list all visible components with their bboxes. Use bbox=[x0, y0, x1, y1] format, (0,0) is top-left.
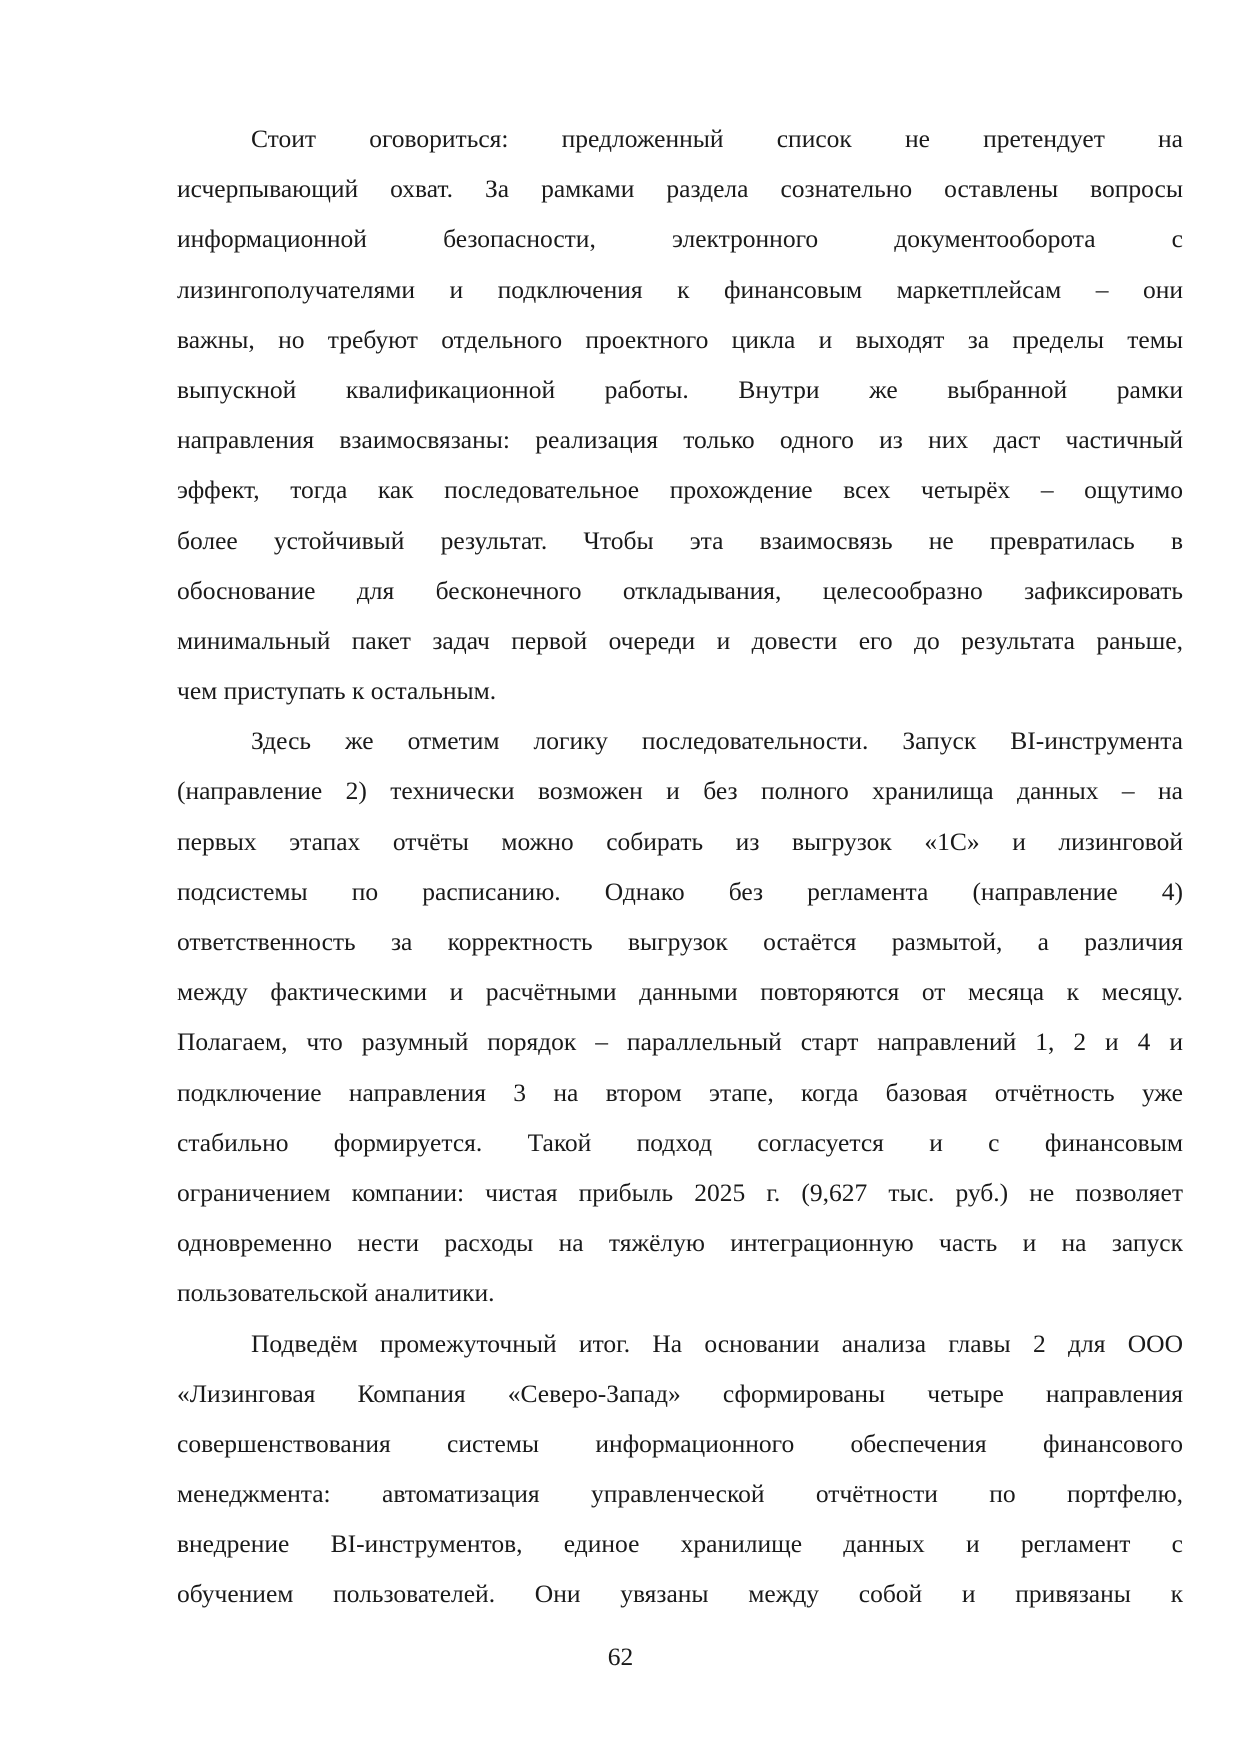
text-line: менеджмента: автоматизация управленческой отчётности по портфелю, bbox=[177, 1479, 1183, 1509]
paragraph-2 bbox=[177, 716, 1183, 1318]
text-line: Полагаем, что разумный порядок – параллельный старт направлений 1, 2 и 4 и bbox=[177, 1027, 1183, 1057]
document-page bbox=[177, 114, 1183, 1620]
text-line: обучением пользователей. Они увязаны между собой и привязаны к bbox=[177, 1579, 1183, 1609]
text-line: эффект, тогда как последовательное прохождение всех четырёх – ощутимо bbox=[177, 475, 1183, 505]
text-line: внедрение BI-инструментов, единое хранилище данных и регламент с bbox=[177, 1529, 1183, 1559]
text-line: пользовательской аналитики. bbox=[177, 1278, 495, 1308]
text-line: стабильно формируется. Такой подход согласуется и с финансовым bbox=[177, 1127, 1183, 1157]
text-line: подключение направления 3 на втором этапе, когда базовая отчётность уже bbox=[177, 1077, 1183, 1107]
text-line: ответственность за корректность выгрузок остаётся размытой, а различия bbox=[177, 927, 1183, 956]
text-line: Стоит оговориться: предложенный список не претендует на bbox=[251, 124, 1183, 153]
text-line: лизингополучателями и подключения к финансовым маркетплейсам – они bbox=[177, 274, 1183, 304]
text-line: важны, но требуют отдельного проектного цикла и выходят за пределы темы bbox=[177, 324, 1183, 354]
text-line: одновременно нести расходы на тяжёлую интеграционную часть и на запуск bbox=[177, 1228, 1183, 1258]
paragraph-1 bbox=[177, 114, 1183, 716]
page-number: 62 bbox=[607, 1642, 634, 1671]
text-line: информационной безопасности, электронного документооборота с bbox=[177, 224, 1183, 254]
text-line: более устойчивый результат. Чтобы эта взаимосвязь не превратилась в bbox=[177, 525, 1183, 555]
text-line: Подведём промежуточный итог. На основании анализа главы 2 для ООО bbox=[251, 1328, 1183, 1358]
text-line: подсистемы по расписанию. Однако без регламента (направление 4) bbox=[177, 876, 1183, 906]
text-line: ограничением компании: чистая прибыль 2025 г. (9,627 тыс. руб.) не позволяет bbox=[177, 1177, 1183, 1207]
text-line: между фактическими и расчётными данными повторяются от месяца к месяцу. bbox=[177, 977, 1183, 1007]
text-line: исчерпывающий охват. За рамками раздела сознательно оставлены вопросы bbox=[177, 174, 1183, 204]
text-line: совершенствования системы информационного обеспечения финансового bbox=[177, 1428, 1183, 1458]
text-line: выпускной квалификационной работы. Внутри же выбранной рамки bbox=[177, 374, 1183, 404]
text-line: направления взаимосвязаны: реализация только одного из них даст частичный bbox=[177, 425, 1183, 455]
paragraph-3 bbox=[177, 1319, 1183, 1620]
text-line: минимальный пакет задач первой очереди и довести его до результата раньше, bbox=[177, 625, 1183, 655]
text-line: чем приступать к остальным. bbox=[177, 676, 497, 706]
text-line: обоснование для бесконечного откладывания, целесообразно зафиксировать bbox=[177, 575, 1183, 605]
text-line: (направление 2) технически возможен и без полного хранилища данных – на bbox=[177, 776, 1183, 806]
text-line: первых этапах отчёты можно собирать из выгрузок «1С» и лизинговой bbox=[177, 826, 1183, 856]
text-line: Здесь же отметим логику последовательности. Запуск BI-инструмента bbox=[251, 726, 1183, 756]
text-line: «Лизинговая Компания «Северо-Запад» сформированы четыре направления bbox=[177, 1378, 1183, 1408]
